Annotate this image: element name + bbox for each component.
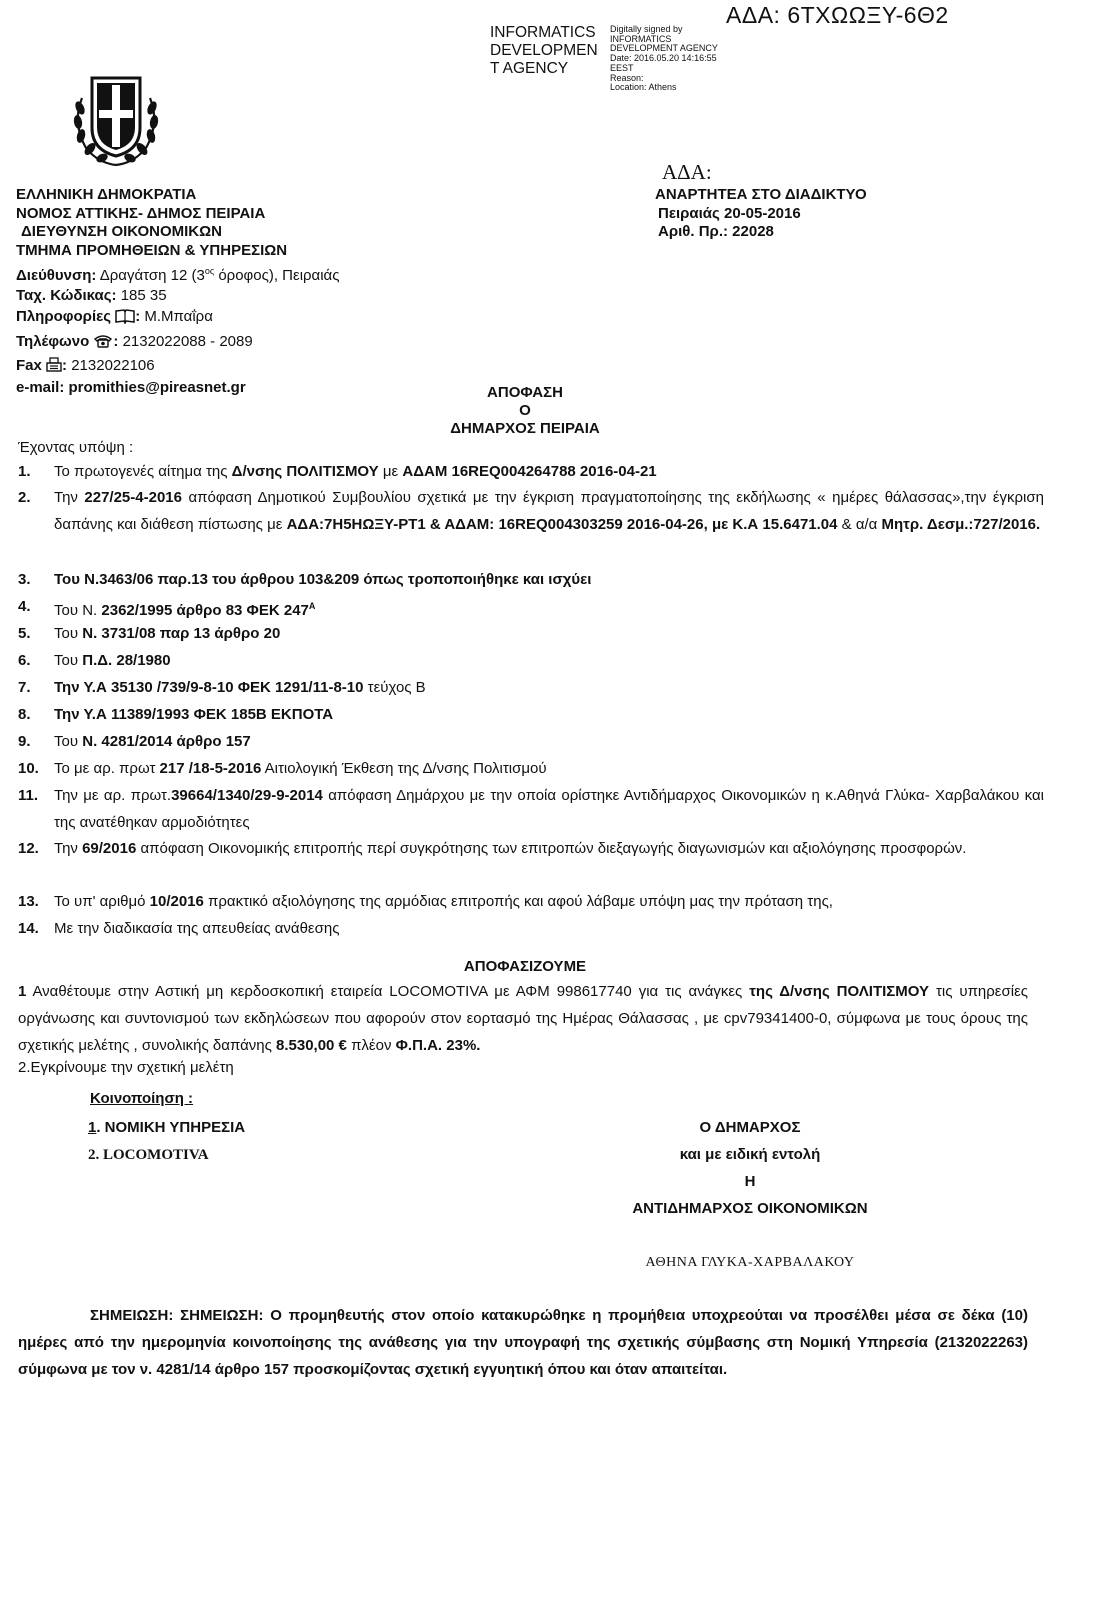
ada-label: ΑΔΑ: bbox=[662, 160, 712, 184]
item-number: 14. bbox=[18, 920, 39, 937]
signature-org-line: DEVELOPMEN bbox=[490, 42, 598, 59]
signature-detail-line: DEVELOPMENT AGENCY bbox=[610, 43, 718, 54]
posting-info bbox=[655, 186, 867, 242]
item-text-bold: 39664/1340/29-9-2014 bbox=[171, 787, 323, 804]
address-tail: όροφος), Πειραιάς bbox=[214, 267, 340, 284]
item-text-bold: 2362/1995 άρθρο 83 ΦΕΚ 247 bbox=[101, 602, 309, 619]
we-decide-heading: ΑΠΟΦΑΣΙΖΟΥΜΕ bbox=[463, 958, 587, 975]
item-text-bold: 69/2016 bbox=[82, 840, 137, 857]
item-number: 11. bbox=[18, 787, 39, 804]
phone-label: Τηλέφωνο bbox=[16, 332, 90, 350]
item-text: Την bbox=[54, 840, 83, 857]
item-text: πρακτικό αξιολόγησης της αρμόδιας επιτροπής και αφού λάβαμε υπόψη μας την πρόταση της, bbox=[203, 893, 833, 910]
signer-name: ΑΘΗΝΑ ΓΛΥΚΑ-ΧΑΡΒΑΛΑΚΟΥ bbox=[645, 1255, 855, 1270]
protocol-number: Αριθ. Πρ.: 22028 bbox=[658, 223, 774, 240]
decision-text: πλέον bbox=[346, 1037, 396, 1054]
fax-value: 2132022106 bbox=[67, 356, 155, 374]
mayor-signature-block bbox=[600, 1114, 900, 1222]
item-text: Την με αρ. πρωτ. bbox=[54, 787, 172, 804]
signature-organization bbox=[490, 24, 598, 78]
signature-detail-line: Date: 2016.05.20 14:16:55 bbox=[610, 53, 717, 64]
note-paragraph: ΣΗΜΕΙΩΣΗ: ΣΗΜΕΙΩΣΗ: Ο προμηθευτής στον οποίο κατακυρώθηκε η προμήθεια υποχρεούται να προσέλθει μέσα σε δέκα (10) ημέρες από την ημερομηνία κοινοποίησης της ανάθεσης για την υπογραφή της σχετικής σύμβασης στη Νομική Υπηρεσία (2132022263) σύμφωνα με τον ν. 4281/14 άρθρο 157 προσκομίζοντας σχετική εγγυητική όπου και όταν απαιτείται. bbox=[18, 1307, 1028, 1378]
signature-detail-line: Digitally signed by bbox=[610, 24, 683, 34]
item-text-bold: Μητρ. Δεσμ.:727/2016. bbox=[881, 516, 1041, 533]
signature-detail-line: Location: Athens bbox=[610, 82, 677, 93]
recipient-locomotiva: 2. LOCOMOTIVA bbox=[88, 1147, 209, 1163]
item-number: 8. bbox=[18, 706, 31, 723]
telephone-icon bbox=[93, 333, 113, 355]
item-text: Του bbox=[54, 625, 83, 642]
item-text: Το υπ' αριθμό bbox=[54, 893, 150, 910]
item-number: 12. bbox=[18, 840, 39, 857]
item-text-bold: Την Υ.Α 11389/1993 ΦΕΚ 185Β ΕΚΠΟΤΑ bbox=[54, 706, 334, 723]
item-text-bold: ΑΔΑΜ 16REQ004264788 2016-04-21 bbox=[402, 463, 657, 480]
item-text: Του bbox=[54, 733, 83, 750]
item-text: Το με αρ. πρωτ bbox=[54, 760, 160, 777]
signature-detail-line: INFORMATICS bbox=[610, 33, 672, 44]
item-text-bold: 227/25-4-2016 bbox=[84, 489, 182, 506]
email-line: e-mail: promithies@pireasnet.gr bbox=[16, 378, 246, 396]
mayor-line: Ο ΔΗΜΑΡΧΟΣ bbox=[699, 1119, 801, 1136]
zip-value: 185 35 bbox=[116, 287, 167, 304]
signature-org-line: INFORMATICS bbox=[490, 24, 596, 41]
item-text-bold: 217 /18-5-2016 bbox=[159, 760, 262, 777]
item-text: με bbox=[378, 463, 403, 480]
prefecture-municipality: ΝΟΜΟΣ ΑΤΤΙΚΗΣ- ΔΗΜΟΣ ΠΕΙΡΑΙΑ bbox=[16, 204, 266, 222]
signature-org-line: T AGENCY bbox=[490, 60, 569, 77]
decision-number: 1 bbox=[18, 983, 27, 1000]
item-number: 6. bbox=[18, 652, 31, 669]
info-value: Μ.Μπαΐρα bbox=[140, 307, 213, 325]
phone-line: Τηλέφωνο : 2132022088 - 2089 bbox=[16, 331, 339, 355]
issuer-header bbox=[16, 186, 339, 397]
item-number: 13. bbox=[18, 893, 39, 910]
item-text-bold: Την Υ.Α 35130 /739/9-8-10 ΦΕΚ 1291/11-8-10 bbox=[54, 679, 364, 696]
item-text: τεύχος Β bbox=[363, 679, 426, 696]
book-icon bbox=[115, 309, 135, 331]
country-name: ΕΛΛΗΝΙΚΗ ΔΗΜΟΚΡΑΤΙΑ bbox=[16, 186, 197, 203]
decision-title bbox=[300, 384, 750, 438]
mayor-line: ΑΝΤΙΔΗΜΑΡΧΟΣ ΟΙΚΟΝΟΜΙΚΩΝ bbox=[632, 1200, 868, 1217]
item-text-bold: ΑΔΑ:7Η5ΗΩΞΥ-ΡΤ1 & ΑΔΑΜ: 16REQ004303259 2016-04-26, με Κ.Α 15.6471.04 bbox=[286, 516, 838, 533]
decision-amount: 8.530,00 € bbox=[276, 1037, 347, 1054]
address-label: Διεύθυνση: bbox=[16, 267, 97, 284]
greek-coat-of-arms-emblem bbox=[68, 68, 164, 168]
having-in-view-label: Έχοντας υπόψη : bbox=[18, 439, 134, 456]
item-number: 9. bbox=[18, 733, 31, 750]
item-text: απόφαση Δημάρχου με την οποία ορίστηκε Αντιδήμαρχος Οικονομικών η κ.Αθηνά Γλύκα- Χαρβαλάκου και της ανατέθηκαν αρμοδιότητες bbox=[54, 787, 1044, 831]
item-text: Την bbox=[54, 489, 85, 506]
item-number: 5. bbox=[18, 625, 31, 642]
digital-signature-details bbox=[610, 25, 718, 93]
decision-text: Αναθέτουμε στην Αστική μη κερδοσκοπική εταιρεία LOCOMOTIVA με ΑΦΜ 998617740 για τις ανάγκες bbox=[26, 983, 750, 1000]
post-online-notice: ΑΝΑΡΤΗΤΕΑ ΣΤΟ ΔΙΑΔΙΚΤΥΟ bbox=[655, 186, 867, 203]
item-superscript: Α bbox=[308, 601, 316, 611]
decision-text-bold: της Δ/νσης ΠΟΛΙΤΙΣΜΟΥ bbox=[749, 983, 930, 1000]
item-text-bold: Του Ν.3463/06 παρ.13 του άρθρου 103&209 όπως τροποποιήθηκε και ισχύει bbox=[54, 571, 592, 588]
item-text-bold: Δ/νσης ΠΟΛΙΤΙΣΜΟΥ bbox=[231, 463, 379, 480]
fax-line: Fax : 2132022106 bbox=[16, 355, 339, 379]
item-number: 7. bbox=[18, 679, 31, 696]
item-number: 4. bbox=[18, 598, 31, 615]
recipient-number: 1 bbox=[88, 1119, 97, 1136]
document-date: Πειραιάς 20-05-2016 bbox=[658, 204, 801, 222]
item-text: απόφαση Δημοτικού Συμβουλίου σχετικά με την έγκριση πραγματοποίησης της εκδήλωσης « ημέρες θάλασσας»,την έγκριση δαπάνης και διάθεση πίστωσης με bbox=[54, 489, 1044, 533]
title-line: ΑΠΟΦΑΣΗ bbox=[487, 384, 563, 401]
zip-label: Ταχ. Κώδικας: bbox=[16, 287, 117, 304]
title-line: Ο bbox=[519, 402, 531, 419]
fax-icon bbox=[46, 357, 62, 379]
zip-line bbox=[16, 287, 339, 306]
item-number: 10. bbox=[18, 760, 39, 777]
item-number: 1. bbox=[18, 463, 31, 480]
item-text: Το πρωτογενές αίτημα της bbox=[54, 463, 232, 480]
item-text-bold: 10/2016 bbox=[149, 893, 204, 910]
item-text: Του bbox=[54, 652, 83, 669]
phone-value: 2132022088 - 2089 bbox=[118, 332, 253, 350]
decision-paragraph-1 bbox=[18, 978, 1028, 1059]
item-number: 3. bbox=[18, 571, 31, 588]
item-text-bold: Ν. 3731/08 παρ 13 άρθρο 20 bbox=[82, 625, 281, 642]
decision-text: τις υπηρεσίες οργάνωσης και συντονισμού των εκδηλώσεων που αφορούν στον εορτασμό της Ημέρας Θάλασσας , με cpv79341400-0, σύμφωνα με τους όρους της σχετικής μελέτης , συνολικής δαπάνης bbox=[18, 983, 1028, 1054]
title-line: ΔΗΜΑΡΧΟΣ ΠΕΙΡΑΙΑ bbox=[450, 420, 600, 437]
address-superscript: ος bbox=[204, 266, 215, 276]
notification-label: Κοινοποίηση : bbox=[90, 1090, 194, 1107]
address-line bbox=[16, 260, 339, 287]
item-text-bold: Ν. 4281/2014 άρθρο 157 bbox=[82, 733, 251, 750]
mayor-line: και με ειδική εντολή bbox=[679, 1146, 821, 1163]
signature-detail-line: EEST bbox=[610, 62, 634, 73]
decision-paragraph-2: 2.Εγκρίνουμε την σχετική μελέτη bbox=[18, 1059, 234, 1076]
info-line: Πληροφορίες : Μ.Μπαΐρα bbox=[16, 306, 339, 331]
fax-label: Fax bbox=[16, 356, 42, 374]
item-text: Με την διαδικασία της απευθείας ανάθεσης bbox=[54, 920, 340, 937]
item-text: & α/α bbox=[837, 516, 882, 533]
recipient-legal-service bbox=[88, 1119, 245, 1137]
item-text-bold: Π.Δ. 28/1980 bbox=[82, 652, 171, 669]
item-text: απόφαση Οικονομικής επιτροπής περί συγκρότησης των επιτροπών διεξαγωγής διαγωνισμών και αξιολόγησης προσφορών. bbox=[136, 840, 967, 857]
decision-vat: Φ.Π.Α. 23%. bbox=[395, 1037, 481, 1054]
info-label: Πληροφορίες bbox=[16, 307, 112, 325]
item-text: Αιτιολογική Έκθεση της Δ/νσης Πολιτισμού bbox=[261, 760, 547, 777]
signature-detail-line: Reason: bbox=[610, 72, 644, 83]
item-text: Του Ν. bbox=[54, 602, 102, 619]
mayor-line: Η bbox=[744, 1173, 756, 1190]
item-number: 2. bbox=[18, 489, 31, 506]
directorate: ΔΙΕΥΘΥΝΣΗ ΟΙΚΟΝΟΜΙΚΩΝ bbox=[21, 223, 222, 240]
department: ΤΜΗΜΑ ΠΡΟΜΗΘΕΙΩΝ & ΥΠΗΡΕΣΙΩΝ bbox=[16, 241, 288, 259]
address-value: Δραγάτση 12 (3 bbox=[96, 267, 205, 284]
ada-header: ΑΔΑ: 6ΤΧΩΩΞΥ-6Θ2 bbox=[726, 2, 949, 28]
recipient-name: . ΝΟΜΙΚΗ ΥΠΗΡΕΣΙΑ bbox=[96, 1119, 246, 1136]
